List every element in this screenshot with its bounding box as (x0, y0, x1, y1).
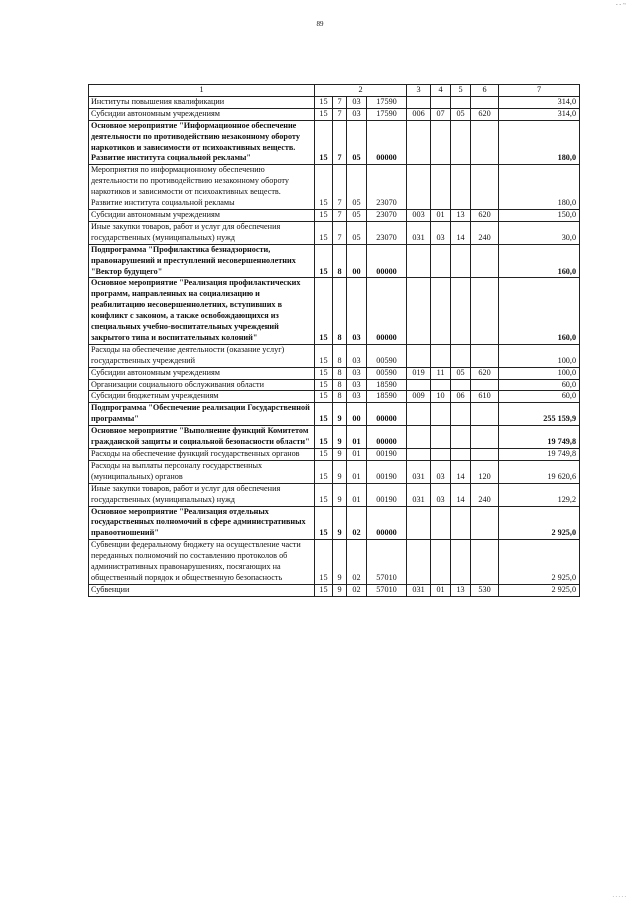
code-section: 11 (431, 367, 451, 379)
table-row (89, 449, 580, 461)
row-name: Подпрограмма "Обеспечение реализации Государственной программы" (89, 403, 315, 426)
code-activity: 02 (347, 506, 367, 540)
header-col-7: 7 (499, 85, 580, 97)
code-program: 15 (315, 108, 333, 120)
table-row (89, 403, 580, 426)
code-section (431, 506, 451, 540)
code-subsection: 05 (451, 108, 471, 120)
header-col-3: 3 (407, 85, 431, 97)
table-row (89, 108, 580, 120)
row-amount: 160,0 (499, 244, 580, 278)
code-section (431, 344, 451, 367)
code-activity: 03 (347, 344, 367, 367)
code-direction: 17590 (367, 108, 407, 120)
code-expense-type: 240 (471, 483, 499, 506)
code-subprogram: 9 (333, 460, 347, 483)
code-subsection: 13 (451, 584, 471, 596)
row-name: Мероприятия по информационному обеспечению деятельности по противодействию незаконному обороту наркотиков и зависимости от психоактивных веществ. Развитие института социальной рекламы (89, 165, 315, 210)
code-expense-type (471, 540, 499, 585)
code-direction: 23070 (367, 209, 407, 221)
code-program: 15 (315, 165, 333, 210)
code-section (431, 165, 451, 210)
code-section: 07 (431, 108, 451, 120)
row-name: Иные закупки товаров, работ и услуг для обеспечения государственных (муниципальных) нужд (89, 483, 315, 506)
code-direction: 23070 (367, 221, 407, 244)
header-col-6: 6 (471, 85, 499, 97)
code-expense-type (471, 506, 499, 540)
code-section (431, 403, 451, 426)
code-ministry: 019 (407, 367, 431, 379)
code-subsection (451, 506, 471, 540)
code-program: 15 (315, 278, 333, 344)
code-section (431, 120, 451, 165)
code-subprogram: 7 (333, 108, 347, 120)
code-direction: 00190 (367, 449, 407, 461)
code-expense-type (471, 165, 499, 210)
code-program: 15 (315, 367, 333, 379)
row-name: Основное мероприятие "Реализация профилактических программ, направленных на социализацию и реабилитацию несовершеннолетних, вступивших в конфликт с законом, а также освобождающихся из специальных учебно-воспитательных учреждений закрытого типа и воспитательных колоний" (89, 278, 315, 344)
row-amount: 160,0 (499, 278, 580, 344)
code-subsection (451, 278, 471, 344)
row-amount: 19 749,8 (499, 449, 580, 461)
code-program: 15 (315, 379, 333, 391)
code-ministry: 031 (407, 460, 431, 483)
row-name: Основное мероприятие "Реализация отдельных государственных полномочий в сфере административных правоотношений" (89, 506, 315, 540)
budget-table-body (89, 85, 580, 597)
row-name: Субсидии автономным учреждениям (89, 209, 315, 221)
row-name: Организации социального обслуживания области (89, 379, 315, 391)
code-subsection (451, 344, 471, 367)
code-subsection: 14 (451, 460, 471, 483)
code-activity: 03 (347, 391, 367, 403)
table-row (89, 278, 580, 344)
table-row (89, 344, 580, 367)
code-subprogram: 8 (333, 278, 347, 344)
table-row (89, 506, 580, 540)
code-activity: 05 (347, 165, 367, 210)
code-subprogram: 7 (333, 120, 347, 165)
code-subsection: 14 (451, 221, 471, 244)
code-section: 01 (431, 584, 451, 596)
row-amount: 180,0 (499, 120, 580, 165)
code-direction: 18590 (367, 391, 407, 403)
code-section (431, 426, 451, 449)
corner-scan-mark: - - ~ (615, 2, 626, 8)
code-subprogram: 9 (333, 426, 347, 449)
code-subprogram: 9 (333, 483, 347, 506)
code-subprogram: 7 (333, 209, 347, 221)
code-section: 03 (431, 483, 451, 506)
code-subsection: 05 (451, 367, 471, 379)
code-subprogram: 9 (333, 403, 347, 426)
row-name: Субвенции федеральному бюджету на осуществление части переданных полномочий по составлению протоколов об административных правонарушениях, посягающих на общественный порядок и общественную безопасность (89, 540, 315, 585)
code-section: 03 (431, 460, 451, 483)
code-program: 15 (315, 584, 333, 596)
code-program: 15 (315, 221, 333, 244)
header-col-1: 1 (89, 85, 315, 97)
row-amount: 314,0 (499, 108, 580, 120)
code-direction: 23070 (367, 165, 407, 210)
code-direction: 00000 (367, 506, 407, 540)
page-number: 89 (316, 20, 324, 28)
header-col-5: 5 (451, 85, 471, 97)
table-row (89, 221, 580, 244)
code-section: 01 (431, 209, 451, 221)
code-ministry (407, 278, 431, 344)
code-ministry: 003 (407, 209, 431, 221)
code-ministry (407, 379, 431, 391)
code-expense-type: 120 (471, 460, 499, 483)
code-section (431, 278, 451, 344)
code-subprogram: 7 (333, 221, 347, 244)
row-amount: 19 620,6 (499, 460, 580, 483)
code-activity: 03 (347, 367, 367, 379)
code-program: 15 (315, 244, 333, 278)
code-ministry (407, 344, 431, 367)
code-program: 15 (315, 483, 333, 506)
code-program: 15 (315, 426, 333, 449)
code-ministry (407, 506, 431, 540)
code-subprogram: 7 (333, 96, 347, 108)
code-subprogram: 7 (333, 165, 347, 210)
code-subsection (451, 120, 471, 165)
code-expense-type (471, 379, 499, 391)
table-row (89, 391, 580, 403)
code-subprogram: 8 (333, 367, 347, 379)
row-amount: 60,0 (499, 379, 580, 391)
code-ministry: 031 (407, 483, 431, 506)
table-row (89, 367, 580, 379)
code-subprogram: 8 (333, 244, 347, 278)
code-subsection (451, 244, 471, 278)
code-subsection (451, 540, 471, 585)
row-name: Субсидии автономным учреждениям (89, 108, 315, 120)
code-section: 03 (431, 221, 451, 244)
code-activity: 03 (347, 96, 367, 108)
table-row (89, 96, 580, 108)
code-ministry (407, 449, 431, 461)
code-ministry (407, 96, 431, 108)
code-direction: 00190 (367, 460, 407, 483)
code-direction: 57010 (367, 584, 407, 596)
code-expense-type (471, 449, 499, 461)
code-ministry: 009 (407, 391, 431, 403)
code-activity: 02 (347, 540, 367, 585)
code-direction: 00000 (367, 403, 407, 426)
row-amount: 100,0 (499, 344, 580, 367)
code-section: 10 (431, 391, 451, 403)
code-expense-type (471, 96, 499, 108)
code-subprogram: 9 (333, 506, 347, 540)
code-program: 15 (315, 391, 333, 403)
code-ministry (407, 426, 431, 449)
code-expense-type: 620 (471, 367, 499, 379)
code-section (431, 244, 451, 278)
code-subsection (451, 403, 471, 426)
code-subprogram: 8 (333, 379, 347, 391)
table-row (89, 483, 580, 506)
code-expense-type: 610 (471, 391, 499, 403)
code-section (431, 379, 451, 391)
row-amount: 2 925,0 (499, 540, 580, 585)
row-name: Субвенции (89, 584, 315, 596)
code-ministry (407, 120, 431, 165)
table-row (89, 540, 580, 585)
code-expense-type (471, 244, 499, 278)
code-subprogram: 9 (333, 449, 347, 461)
code-direction: 00000 (367, 120, 407, 165)
code-section (431, 540, 451, 585)
row-name: Расходы на обеспечение деятельности (оказание услуг) государственных учреждений (89, 344, 315, 367)
table-row (89, 379, 580, 391)
code-expense-type (471, 278, 499, 344)
code-subsection (451, 426, 471, 449)
code-subsection: 14 (451, 483, 471, 506)
row-amount: 129,2 (499, 483, 580, 506)
row-amount: 30,0 (499, 221, 580, 244)
code-direction: 00000 (367, 244, 407, 278)
code-program: 15 (315, 449, 333, 461)
code-section (431, 96, 451, 108)
code-activity: 03 (347, 108, 367, 120)
code-ministry (407, 540, 431, 585)
code-ministry: 006 (407, 108, 431, 120)
code-activity: 02 (347, 584, 367, 596)
table-row (89, 426, 580, 449)
code-expense-type (471, 120, 499, 165)
code-subprogram: 8 (333, 344, 347, 367)
code-ministry: 031 (407, 221, 431, 244)
code-direction: 57010 (367, 540, 407, 585)
code-expense-type (471, 344, 499, 367)
table-header-row (89, 85, 580, 97)
code-activity: 05 (347, 221, 367, 244)
row-amount: 255 159,9 (499, 403, 580, 426)
code-ministry: 031 (407, 584, 431, 596)
code-expense-type (471, 426, 499, 449)
code-program: 15 (315, 506, 333, 540)
code-direction: 00590 (367, 344, 407, 367)
code-subprogram: 9 (333, 540, 347, 585)
row-name: Расходы на обеспечение функций государственных органов (89, 449, 315, 461)
code-program: 15 (315, 209, 333, 221)
table-row (89, 209, 580, 221)
code-activity: 03 (347, 379, 367, 391)
code-activity: 00 (347, 403, 367, 426)
code-subprogram: 9 (333, 584, 347, 596)
code-expense-type: 620 (471, 209, 499, 221)
code-program: 15 (315, 403, 333, 426)
code-subsection: 13 (451, 209, 471, 221)
code-program: 15 (315, 540, 333, 585)
code-direction: 00000 (367, 426, 407, 449)
code-section (431, 449, 451, 461)
row-amount: 2 925,0 (499, 584, 580, 596)
code-activity: 01 (347, 460, 367, 483)
code-subsection (451, 449, 471, 461)
code-direction: 18590 (367, 379, 407, 391)
code-expense-type (471, 403, 499, 426)
table-row (89, 584, 580, 596)
code-subprogram: 8 (333, 391, 347, 403)
row-amount: 180,0 (499, 165, 580, 210)
code-subsection (451, 96, 471, 108)
header-col-2: 2 (315, 85, 407, 97)
code-program: 15 (315, 460, 333, 483)
code-subsection: 06 (451, 391, 471, 403)
row-name: Субсидии бюджетным учреждениям (89, 391, 315, 403)
table-row (89, 120, 580, 165)
row-amount: 100,0 (499, 367, 580, 379)
code-activity: 03 (347, 278, 367, 344)
row-name: Институты повышения квалификации (89, 96, 315, 108)
code-activity: 05 (347, 209, 367, 221)
code-direction: 17590 (367, 96, 407, 108)
code-expense-type: 530 (471, 584, 499, 596)
table-row (89, 165, 580, 210)
code-expense-type: 240 (471, 221, 499, 244)
row-name: Расходы на выплаты персоналу государственных (муниципальных) органов (89, 460, 315, 483)
row-name: Основное мероприятие "Информационное обеспечение деятельности по противодействию незаконному обороту наркотиков и зависимости от психоактивных веществ. Развитие института социальной рекламы" (89, 120, 315, 165)
header-col-4: 4 (431, 85, 451, 97)
row-name: Основное мероприятие "Выполнение функций Комитетом гражданской защиты и социальной безопасности области" (89, 426, 315, 449)
code-activity: 01 (347, 426, 367, 449)
code-program: 15 (315, 344, 333, 367)
table-row (89, 460, 580, 483)
code-ministry (407, 244, 431, 278)
code-program: 15 (315, 120, 333, 165)
code-program: 15 (315, 96, 333, 108)
row-amount: 60,0 (499, 391, 580, 403)
row-amount: 19 749,8 (499, 426, 580, 449)
row-name: Иные закупки товаров, работ и услуг для обеспечения государственных (муниципальных) нужд (89, 221, 315, 244)
code-subsection (451, 379, 471, 391)
row-amount: 2 925,0 (499, 506, 580, 540)
code-activity: 00 (347, 244, 367, 278)
budget-table (88, 84, 580, 597)
code-activity: 01 (347, 483, 367, 506)
table-row (89, 244, 580, 278)
row-amount: 150,0 (499, 209, 580, 221)
corner-scan-mark-bottom: . . . . . (612, 893, 626, 899)
code-direction: 00000 (367, 278, 407, 344)
row-amount: 314,0 (499, 96, 580, 108)
row-name: Субсидии автономным учреждениям (89, 367, 315, 379)
row-name: Подпрограмма "Профилактика безнадзорности, правонарушений и преступлений несовершеннолетних "Вектор будущего" (89, 244, 315, 278)
code-subsection (451, 165, 471, 210)
code-direction: 00590 (367, 367, 407, 379)
code-ministry (407, 403, 431, 426)
code-ministry (407, 165, 431, 210)
code-expense-type: 620 (471, 108, 499, 120)
code-activity: 01 (347, 449, 367, 461)
code-direction: 00190 (367, 483, 407, 506)
code-activity: 05 (347, 120, 367, 165)
